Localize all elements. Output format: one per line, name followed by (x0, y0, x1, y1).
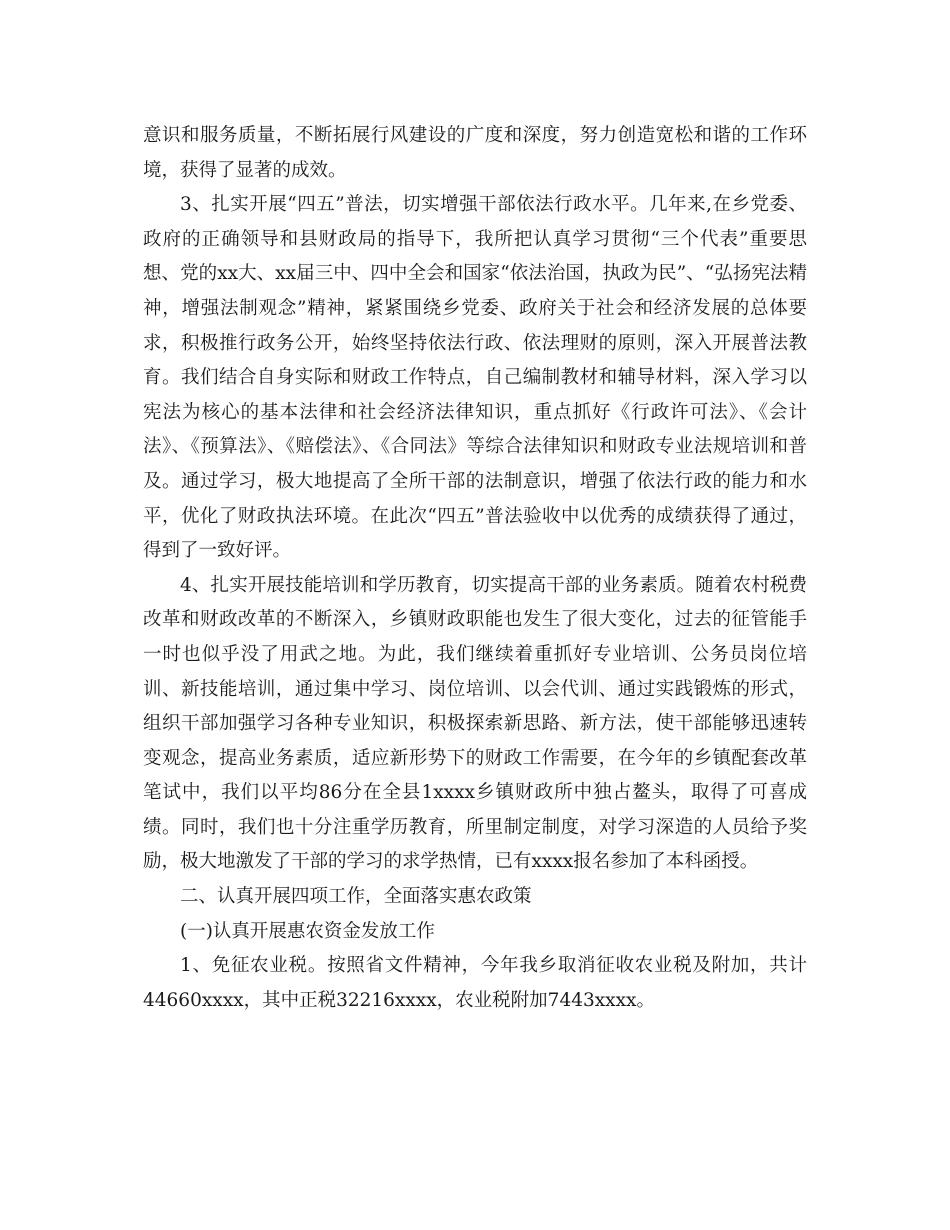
document-page (143, 119, 807, 1018)
subsection-heading-one: (一)认真开展惠农资金发放工作 (180, 920, 435, 942)
paragraph-item-3-legal-education: 3、扎实开展“四五”普法，切实增强干部依法行政水平。几年来,在乡党委、政府的正确领导和县财政局的指导下，我所把认真学习贯彻“三个代表”重要思想、党的xx大、xx届三中、四中全会和国家“依法治国，执政为民”、“弘扬宪法精神，增强法制观念”精神，紧紧围绕乡党委、政府关于社会和经济发展的总体要求，积极推行政务公开，始终坚持依法行政、依法理财的原则，深入开展普法教育。我们结合自身实际和财政工作特点，自己编制教材和辅导材料，深入学习以宪法为核心的基本法律和社会经济法律知识，重点抓好《行政许可法》、《会计法》、《预算法》、《赔偿法》、《合同法》等综合法律知识和财政专业法规培训和普及。通过学习，极大地提高了全所干部的法制意识，增强了依法行政的能力和水平，优化了财政执法环境。在此次“四五”普法验收中以优秀的成绩获得了通过，得到了一致好评。 (143, 194, 807, 562)
section-heading-two: 二、认真开展四项工作，全面落实惠农政策 (180, 886, 532, 908)
paragraph-item-1-agricultural-tax: 1、免征农业税。按照省文件精神，今年我乡取消征收农业税及附加，共计44660xxxx，其中正税32216xxxx，农业税附加7443xxxx。 (143, 955, 807, 1011)
paragraph-intro-continuation: 意识和服务质量，不断拓展行风建设的广度和深度，努力创造宽松和谐的工作环境，获得了显著的成效。 (143, 125, 807, 181)
paragraph-item-4-skills-training: 4、扎实开展技能培训和学历教育，切实提高干部的业务素质。随着农村税费改革和财政改革的不断深入，乡镇财政职能也发生了很大变化，过去的征管能手一时也似乎没了用武之地。为此，我们继续着重抓好专业培训、公务员岗位培训、新技能培训，通过集中学习、岗位培训、以会代训、通过实践锻炼的形式，组织干部加强学习各种专业知识，积极探索新思路、新方法，使干部能够迅速转变观念，提高业务素质，适应新形势下的财政工作需要，在今年的乡镇配套改革笔试中，我们以平均86分在全县1xxxx乡镇财政所中独占鳌头，取得了可喜成绩。同时，我们也十分注重学历教育，所里制定制度，对学习深造的人员给予奖励，极大地激发了干部的学习的求学热情，已有xxxx报名参加了本科函授。 (143, 574, 807, 873)
